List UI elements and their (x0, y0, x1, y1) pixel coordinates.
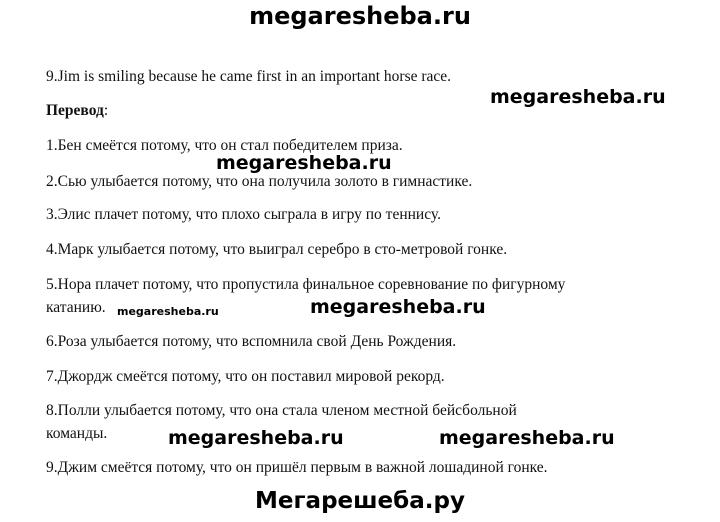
watermark-right: megaresheba.ru (490, 86, 666, 108)
translation-item-7: 7.Джордж смеётся потому, что он поставил мировой рекорд. (46, 368, 445, 385)
translation-item-8-cont: команды. (46, 425, 108, 442)
translation-item-1: 1.Бен смеётся потому, что он стал победителем приза. (46, 137, 403, 154)
translation-item-5: 5.Нора плачет потому, что пропустила финальное соревнование по фигурному (46, 276, 566, 293)
watermark-bottom-left: megaresheba.ru (168, 427, 344, 449)
watermark-top: megaresheba.ru (249, 2, 471, 30)
translation-item-3: 3.Элис плачет потому, что плохо сыграла в игру по теннису. (46, 206, 441, 223)
watermark-bottom-right: megaresheba.ru (439, 427, 615, 449)
translation-item-5-cont: катанию. (46, 299, 106, 316)
translation-item-6: 6.Роза улыбается потому, что вспомнила свой День Рождения. (46, 333, 457, 350)
english-sentence: 9.Jim is smiling because he came first in an important horse race. (46, 68, 452, 85)
translation-item-9: 9.Джим смеётся потому, что он пришёл первым в важной лошадиной гонке. (46, 459, 548, 476)
heading-text: Перевод (46, 102, 104, 119)
heading-colon: : (103, 102, 109, 119)
translation-item-4: 4.Марк улыбается потому, что выиграл серебро в сто-метровой гонке. (46, 241, 508, 258)
watermark-middle: megaresheba.ru (216, 152, 392, 174)
translation-item-2: 2.Сью улыбается потому, что она получила золото в гимнастике. (46, 173, 473, 190)
watermark-footer: Мегарешеба.ру (255, 488, 465, 514)
translation-item-8: 8.Полли улыбается потому, что она стала членом местной бейсбольной (46, 402, 517, 419)
watermark-after-item5: megaresheba.ru (310, 296, 486, 318)
watermark-small: megaresheba.ru (117, 305, 219, 318)
translation-heading (46, 102, 108, 120)
